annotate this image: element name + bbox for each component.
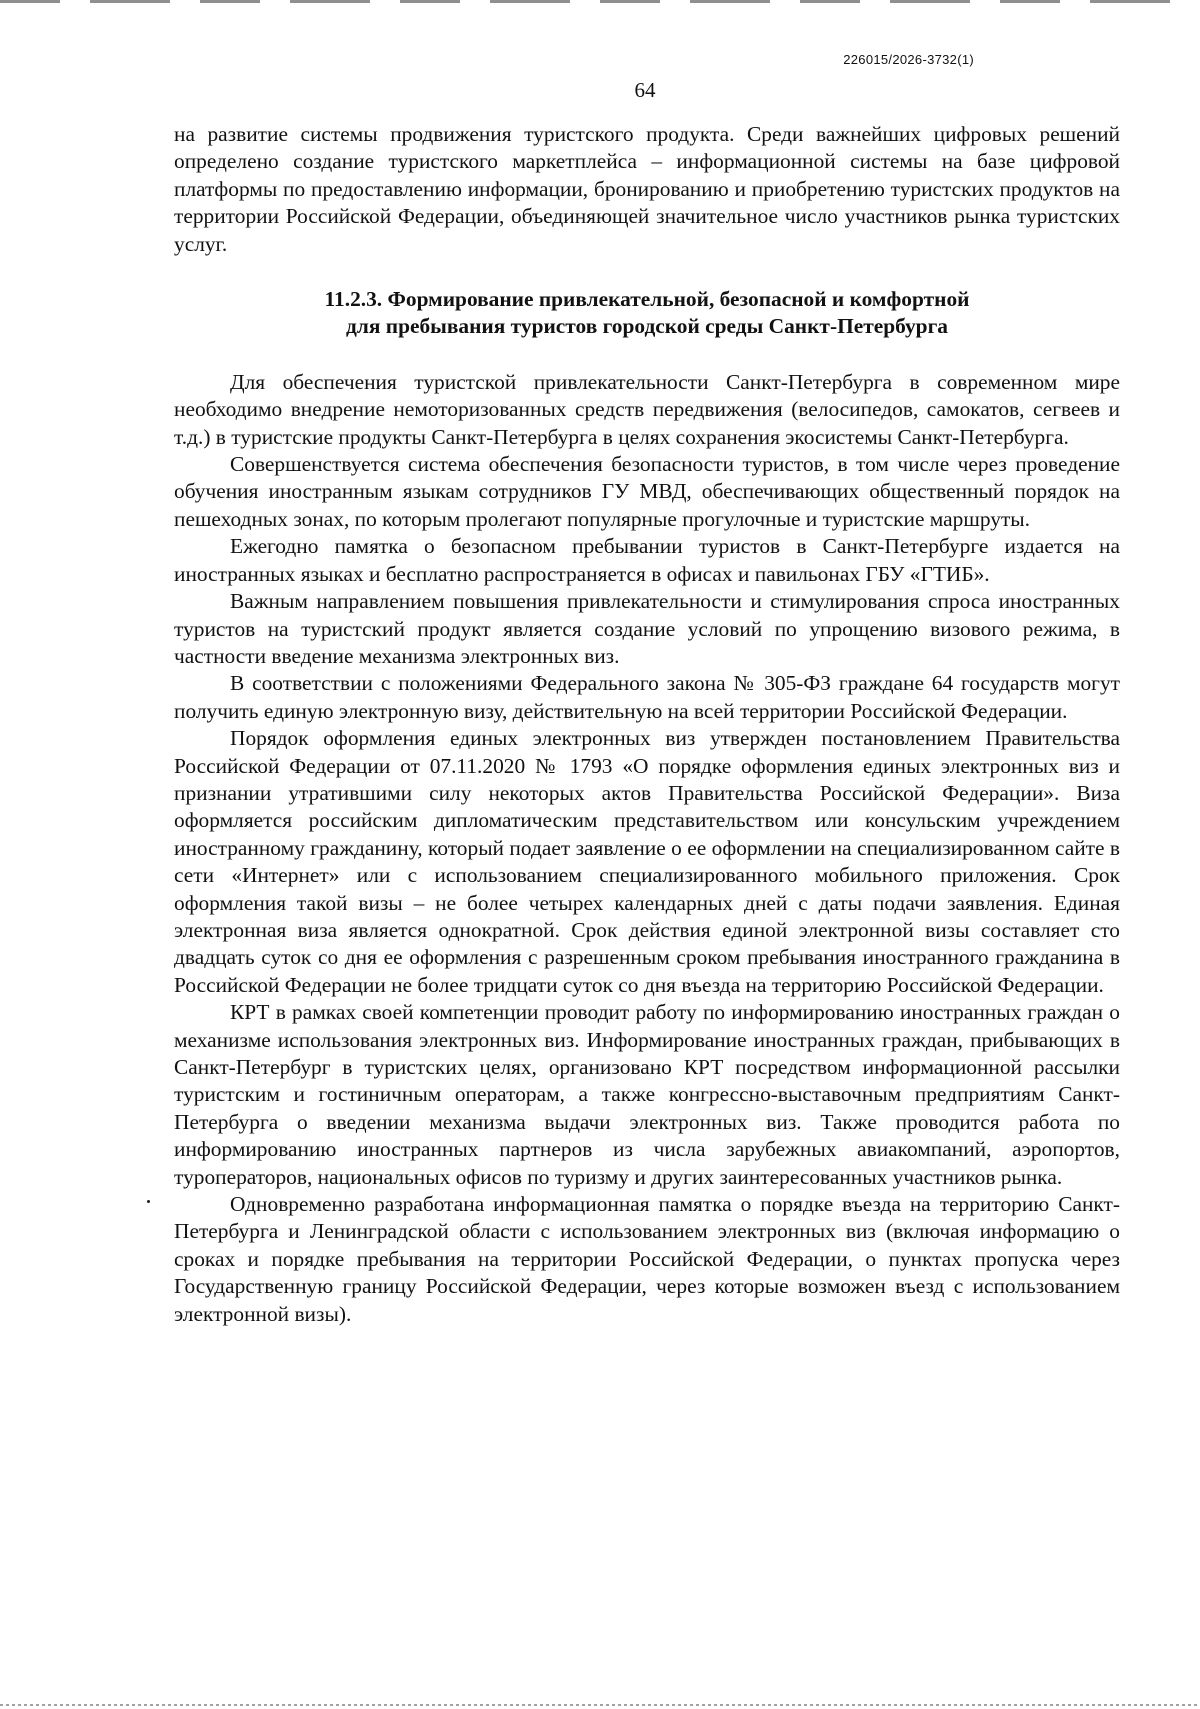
page-number: 64 <box>634 78 656 102</box>
section-heading <box>174 286 1120 341</box>
paragraph-tourist-safety: Совершенствуется система обеспечения безопасности туристов, в том числе через проведение обучения иностранным языкам сотрудников ГУ МВД, обеспечивающих общественный порядок на пешеходных зонах, по которым пролегают популярные прогулочные и туристские маршруты. <box>174 452 1120 531</box>
paragraph-safety-leaflet: Ежегодно памятка о безопасном пребывании туристов в Санкт-Петербурге издается на иностранных языках и бесплатно распространяется в офисах и павильонах ГБУ «ГТИБ». <box>174 534 1120 586</box>
section-heading-line-2: для пребывания туристов городской среды Санкт-Петербурга <box>346 314 948 339</box>
paragraph-federal-law: В соответствии с положениями Федерального закона № 305-ФЗ граждане 64 государств могут получить единую электронную визу, действительную на всей территории Российской Федерации. <box>174 671 1120 723</box>
scan-bottom-edge <box>0 1704 1200 1706</box>
paragraph-evisa-procedure: Порядок оформления единых электронных виз утвержден постановлением Правительства Российской Федерации от 07.11.2020 № 1793 «О порядке оформления единых электронных виз и признании утратившими силу некоторых актов Правительства Российской Федерации». Виза оформляется российским дипломатическим представительством или консульским учреждением иностранному гражданину, который подает заявление о ее оформлении на специализированном сайте в сети «Интернет» или с использованием специализированного мобильного приложения. Срок оформления такой визы – не более четырех календарных дней с даты подачи заявления. Единая электронная виза является однократной. Срок действия единой электронной визы составляет сто двадцать суток со дня ее оформления с разрешенным сроком пребывания иностранного гражданина в Российской Федерации не более тридцати суток со дня въезда на территорию Российской Федерации. <box>174 726 1120 997</box>
document-registration-number: 226015/2026-3732(1) <box>843 52 974 67</box>
paragraph-non-motorized-transport: Для обеспечения туристской привлекательности Санкт-Петербурга в современном мире необходимо внедрение немоторизованных средств передвижения (велосипедов, самокатов, сегвеев и т.д.) в туристские продукты Санкт-Петербурга в целях сохранения экосистемы Санкт-Петербурга. <box>174 369 1120 449</box>
scan-artifact-dot <box>147 1200 150 1203</box>
paragraph-entry-leaflet: Одновременно разработана информационная памятка о порядке въезда на территорию Санкт-Петербурга и Ленинградской области с использованием электронных виз (включая информацию о сроках и порядке пребывания на территории Российской Федерации, о пунктах пропуска через Государственную границу Российской Федерации, через которые возможен въезд с использованием электронной визы). <box>174 1192 1120 1326</box>
paragraph-visa-simplification: Важным направлением повышения привлекательности и стимулирования спроса иностранных туристов на туристский продукт является создание условий по упрощению визового режима, в частности введение механизма электронных виз. <box>174 589 1120 668</box>
section-heading-line-1: 11.2.3. Формирование привлекательной, безопасной и комфортной <box>324 287 970 312</box>
document-body <box>174 121 1120 1328</box>
scan-top-edge <box>0 0 1200 3</box>
paragraph-krt-informing: КРТ в рамках своей компетенции проводит работу по информированию иностранных граждан о механизме использования электронных виз. Информирование иностранных граждан, прибывающих в Санкт-Петербург в туристских целях, организовано КРТ посредством информационной рассылки туристским и гостиничным операторам, а также конгрессно-выставочным предприятиям Санкт-Петербурга о введении механизма выдачи электронных виз. Также проводится работа по информированию иностранных партнеров из числа зарубежных авиакомпаний, аэропортов, туроператоров, национальных офисов по туризму и других заинтересованных участников рынка. <box>174 1000 1120 1189</box>
intro-paragraph: на развитие системы продвижения туристского продукта. Среди важнейших цифровых решений определено создание туристского маркетплейса – информационной системы на базе цифровой платформы по предоставлению информации, бронированию и приобретению туристских продуктов на территории Российской Федерации, объединяющей значительное число участников рынка туристских услуг. <box>174 122 1120 256</box>
